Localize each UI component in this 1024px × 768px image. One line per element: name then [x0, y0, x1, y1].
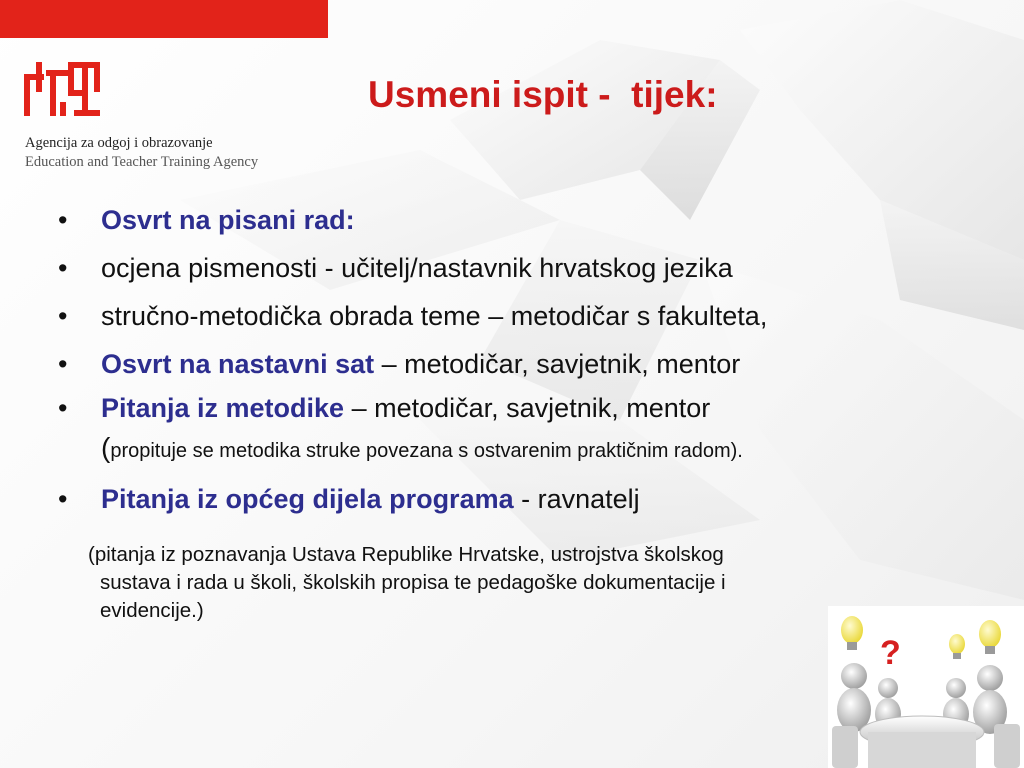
bullet-dot: • [58, 393, 68, 423]
agency-logo-icon [24, 60, 102, 116]
bullet-list [56, 196, 966, 523]
slide-title: Usmeni ispit - tijek: [368, 74, 718, 115]
agency-name-hr: Agencija za odgoj i obrazovanje [25, 135, 213, 151]
bullet-bold-text: Pitanja iz metodike [101, 393, 345, 423]
paren-open: ( [101, 432, 111, 463]
list-item [56, 244, 966, 292]
bullet-bold-text: Osvrt na nastavni sat [101, 349, 375, 379]
note-line-3: evidencije.) [100, 599, 204, 622]
bullet-subtext: propituje se metodika struke povezana s ostvarenim praktičnim radom). [110, 440, 743, 462]
note-line-2: sustava i rada u školi, školskih propisa te pedagoške dokumentacije i [100, 571, 726, 594]
list-item [56, 475, 966, 523]
bullet-bold-text: Osvrt na pisani rad: [101, 205, 355, 235]
meeting-clipart [828, 606, 1024, 768]
note-paragraph [88, 541, 908, 625]
note-line-1: (pitanja iz poznavanja Ustava Republike Hrvatske, ustrojstva školskog [88, 543, 724, 566]
bullet-text: - ravnatelj [513, 484, 640, 514]
bullet-dot: • [58, 349, 68, 379]
bullet-bold-text: Pitanja iz općeg dijela programa [101, 484, 514, 514]
bullet-dot: • [58, 301, 68, 331]
question-mark-icon: ? [880, 634, 901, 672]
bullet-dot: • [58, 253, 68, 283]
list-item [56, 340, 966, 388]
agency-name [25, 134, 258, 172]
bullet-dot: • [58, 484, 68, 514]
agency-name-en: Education and Teacher Training Agency [25, 154, 259, 170]
bullet-text: stručno-metodička obrada teme – metodičar s fakulteta, [101, 301, 768, 331]
header-red-bar [0, 0, 328, 38]
list-item [56, 196, 966, 244]
bullet-dot: • [58, 205, 68, 235]
bullet-text: ocjena pismenosti - učitelj/nastavnik hrvatskog jezika [101, 253, 733, 283]
bullet-text: – metodičar, savjetnik, mentor [374, 349, 741, 379]
bullet-text: – metodičar, savjetnik, mentor [344, 393, 711, 423]
list-item [56, 292, 966, 340]
list-item [56, 388, 966, 471]
